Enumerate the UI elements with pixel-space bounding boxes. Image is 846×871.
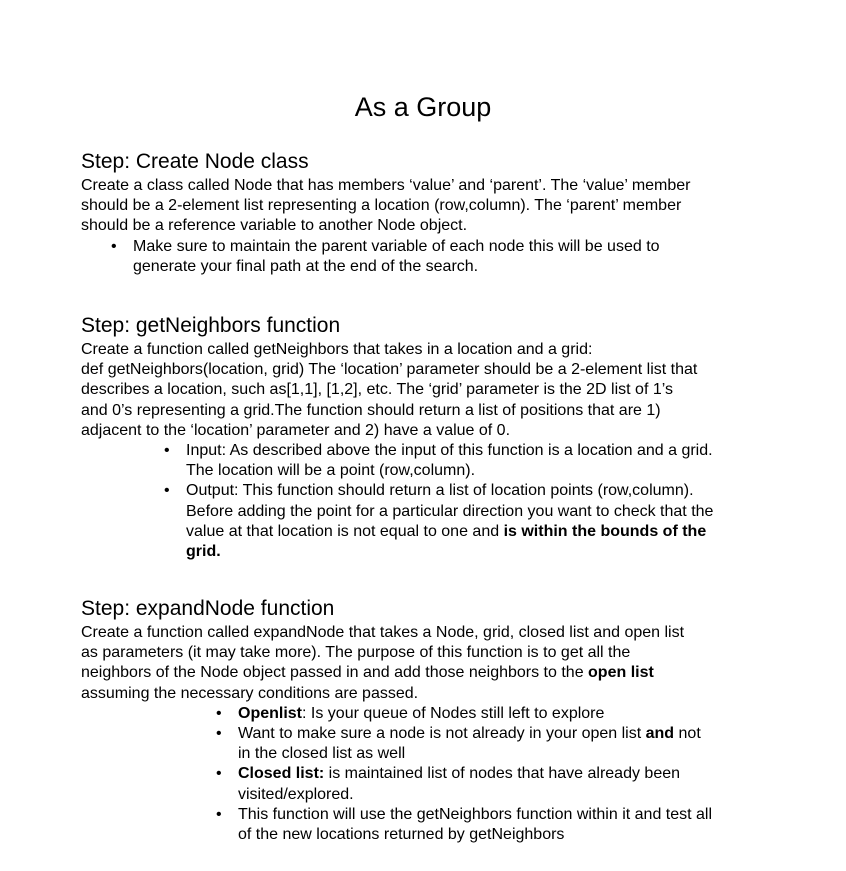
list-item-line [186, 522, 771, 542]
list-item-line: Output: This function should return a list of location points (row,column). [186, 482, 694, 500]
paragraph-line: describes a location, such as[1,1], [1,2], etc. The ‘grid’ parameter is the 2D list of 1’s [81, 381, 673, 399]
list-item-line: in the closed list as well [238, 745, 406, 763]
bullet-icon: • [164, 482, 170, 500]
list-item [216, 704, 771, 724]
section-paragraph [81, 340, 771, 441]
list-item [216, 764, 771, 804]
plain-text: not [674, 725, 701, 743]
paragraph-line: and 0’s representing a grid.The function should return a list of positions that are 1) [81, 401, 661, 419]
bold-text: grid. [186, 543, 221, 561]
list-item-line [186, 542, 771, 562]
bold-text: Openlist [238, 704, 303, 722]
bullet-list [81, 441, 771, 562]
bullet-icon: • [216, 805, 222, 823]
section-paragraph [81, 623, 771, 704]
bullet-list [81, 704, 771, 845]
section-heading: Step: getNeighbors function [81, 314, 341, 337]
paragraph-line: as parameters (it may take more). The purpose of this function is to get all the [81, 644, 631, 662]
bullet-icon: • [216, 704, 222, 722]
bold-text: and [645, 725, 675, 743]
section-create-node-class [81, 150, 771, 277]
list-item [216, 724, 771, 764]
paragraph-line: should be a 2-element list representing a location (row,column). The ‘parent’ member [81, 197, 682, 215]
list-item [164, 441, 771, 481]
bold-text: Closed list: [238, 765, 325, 783]
bold-text: open list [588, 664, 654, 682]
list-item [111, 237, 771, 277]
section-heading: Step: expandNode function [81, 597, 335, 620]
list-item-line: of the new locations returned by getNeighbors [238, 826, 565, 844]
bold-text: is within the bounds of the [503, 522, 707, 540]
section-paragraph [81, 176, 771, 237]
plain-text: Want to make sure a node is not already in your open list [238, 725, 646, 743]
list-item-line: generate your final path at the end of the search. [133, 257, 479, 275]
paragraph-line: assuming the necessary conditions are passed. [81, 684, 419, 702]
list-item [164, 481, 771, 562]
bullet-icon: • [216, 725, 222, 743]
paragraph-line: should be a reference variable to another Node object. [81, 217, 468, 235]
paragraph-line: def getNeighbors(location, grid) The ‘location’ parameter should be a 2-element list that [81, 361, 698, 379]
list-item [216, 805, 771, 845]
plain-text: : Is your queue of Nodes still left to explore [302, 704, 605, 722]
bullet-icon: • [216, 765, 222, 783]
bullet-icon: • [111, 237, 117, 255]
bullet-list [81, 237, 771, 277]
list-item-line: The location will be a point (row,column). [186, 462, 476, 480]
list-item-line: This function will use the getNeighbors function within it and test all [238, 805, 713, 823]
list-item-line: Input: As described above the input of this function is a location and a grid. [186, 442, 713, 460]
bullet-icon: • [164, 442, 170, 460]
list-item-line: Make sure to maintain the parent variable of each node this will be used to [133, 237, 660, 255]
plain-text: neighbors of the Node object passed in and add those neighbors to the [81, 664, 589, 682]
list-item-line [238, 764, 771, 784]
page-title: As a Group [354, 92, 492, 122]
list-item-line: Before adding the point for a particular direction you want to check that the [186, 502, 714, 520]
paragraph-line [81, 663, 771, 683]
plain-text: is maintained list of nodes that have already been [324, 765, 681, 783]
section-get-neighbors-function [81, 314, 771, 562]
section-expand-node-function [81, 597, 771, 845]
list-item-line: visited/explored. [238, 785, 354, 803]
paragraph-line: adjacent to the ‘location’ parameter and 2) have a value of 0. [81, 421, 511, 439]
section-heading: Step: Create Node class [81, 150, 309, 173]
plain-text: value at that location is not equal to one and [186, 522, 504, 540]
paragraph-line: Create a function called getNeighbors that takes in a location and a grid: [81, 341, 593, 358]
list-item-line [238, 724, 771, 744]
paragraph-line: Create a class called Node that has members ‘value’ and ‘parent’. The ‘value’ member [81, 177, 691, 194]
list-item-line [238, 704, 771, 724]
paragraph-line: Create a function called expandNode that takes a Node, grid, closed list and open list [81, 624, 685, 641]
